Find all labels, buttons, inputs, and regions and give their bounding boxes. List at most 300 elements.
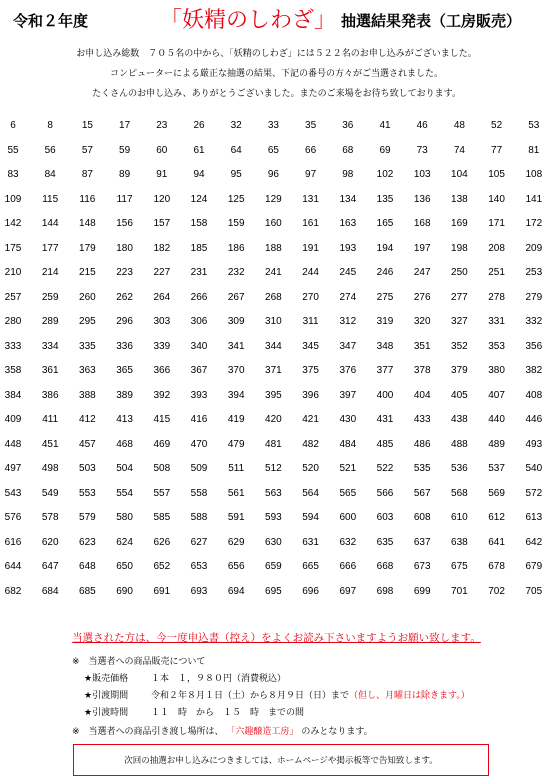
price-value: １本 １，９８０円（消費税込） (151, 674, 287, 684)
number-row (0, 267, 553, 292)
winning-number: 81 (528, 144, 540, 156)
winning-number: 59 (119, 144, 131, 156)
notice-text: 当選された方は、今一度申込書（控え）をよくお読み下さいますようお願い致します。 (72, 632, 481, 644)
winning-number: 588 (190, 512, 208, 523)
winning-number: 580 (116, 512, 133, 523)
winning-number: 415 (153, 414, 171, 425)
number-row (0, 145, 553, 170)
winning-number: 289 (41, 316, 59, 327)
winning-number: 631 (302, 536, 319, 548)
page-header (0, 0, 553, 36)
winning-number: 576 (4, 512, 22, 523)
winning-number: 303 (153, 316, 171, 327)
winning-number: 668 (376, 561, 394, 572)
winning-number: 358 (4, 365, 22, 376)
winning-number: 172 (525, 218, 543, 229)
number-row (0, 292, 553, 317)
winning-number: 15 (81, 120, 93, 131)
winning-number: 698 (376, 585, 394, 597)
winning-number: 91 (156, 169, 168, 180)
winning-number: 17 (119, 120, 131, 131)
number-row (0, 390, 553, 415)
number-row (0, 488, 553, 513)
winning-number: 197 (413, 242, 431, 254)
winning-number: 336 (116, 340, 133, 352)
winning-number: 638 (451, 536, 468, 548)
winning-number: 306 (190, 316, 208, 327)
winning-number: 389 (116, 389, 133, 401)
winning-number: 407 (488, 389, 505, 401)
winning-number: 498 (41, 463, 59, 474)
winning-number: 35 (305, 120, 317, 131)
winning-number: 613 (525, 512, 543, 523)
winning-number: 319 (376, 316, 394, 327)
winning-number: 641 (488, 536, 505, 548)
winning-number: 413 (116, 414, 133, 425)
winning-number: 280 (4, 316, 22, 327)
winning-number: 470 (190, 438, 208, 450)
winning-number: 623 (79, 536, 96, 548)
winning-number: 345 (302, 340, 319, 352)
winning-number: 335 (79, 340, 96, 352)
next-lottery-notice: 次回の抽選お申し込みにつきましては、ホームページや掲示板等で告知致します。 (124, 756, 438, 766)
winning-number: 365 (116, 365, 133, 376)
pickup-prefix: ※ 当選者への商品引き渡し場所は、 (72, 727, 224, 737)
intro-line: コンピューターによる厳正な抽選の結果、下記の番号の方々がご当選されました。 (109, 69, 443, 79)
winning-number: 277 (451, 291, 468, 303)
winning-number: 188 (265, 242, 282, 254)
winning-number: 89 (119, 169, 131, 180)
winning-number: 644 (4, 561, 22, 572)
winning-number: 223 (116, 267, 133, 278)
winning-number: 701 (451, 585, 468, 597)
winning-number: 653 (190, 561, 208, 572)
winning-number: 420 (265, 414, 282, 425)
pickup-info (72, 724, 373, 737)
winning-number: 565 (339, 487, 357, 499)
number-row (0, 218, 553, 243)
winning-number: 268 (265, 291, 282, 303)
winning-number: 564 (302, 487, 319, 499)
winning-number: 175 (4, 242, 22, 254)
winning-number: 169 (451, 218, 468, 229)
intro-text (0, 44, 553, 104)
winning-number: 627 (190, 536, 208, 548)
winning-number: 48 (453, 120, 465, 131)
winning-number: 367 (190, 365, 208, 376)
winning-number: 620 (41, 536, 59, 548)
number-row (0, 365, 553, 390)
winning-number: 493 (525, 438, 543, 450)
winning-number: 647 (41, 561, 59, 572)
winning-number: 250 (451, 267, 468, 278)
winning-number: 244 (302, 267, 319, 278)
winning-number: 393 (190, 389, 208, 401)
winning-number: 353 (488, 340, 505, 352)
time-label: ★引渡時間 (84, 708, 129, 718)
winning-number: 108 (525, 169, 543, 180)
number-row (0, 537, 553, 562)
winning-number: 56 (44, 144, 56, 156)
winning-number: 380 (488, 365, 505, 376)
winning-number: 46 (416, 120, 428, 131)
winning-number: 352 (451, 340, 468, 352)
number-row (0, 194, 553, 219)
winning-number: 650 (116, 561, 133, 572)
winning-number: 87 (81, 169, 93, 180)
winning-number: 594 (302, 512, 319, 523)
winning-number: 334 (41, 340, 59, 352)
winning-number: 142 (4, 218, 22, 229)
fiscal-year: 令和２年度 (13, 12, 89, 30)
result-title: 抽選結果発表（工房販売） (341, 12, 522, 30)
winning-number: 246 (376, 267, 394, 278)
winning-number: 567 (413, 487, 431, 499)
winning-number: 32 (230, 120, 242, 131)
winning-number: 600 (339, 512, 357, 523)
winning-number: 635 (376, 536, 394, 548)
winning-number: 94 (193, 169, 205, 180)
winning-number: 214 (41, 267, 59, 278)
winning-number: 95 (230, 169, 242, 180)
pickup-suffix: のみとなります。 (301, 727, 373, 737)
winning-number: 279 (525, 291, 543, 303)
winning-number: 253 (525, 267, 543, 278)
winning-number: 411 (42, 414, 59, 425)
winning-number: 245 (339, 267, 357, 278)
winning-number: 451 (41, 438, 59, 450)
winning-number: 409 (4, 414, 22, 425)
winning-number: 603 (376, 512, 394, 523)
winning-number: 69 (379, 144, 391, 156)
winning-number: 593 (265, 512, 282, 523)
price-label: ★販売価格 (84, 674, 129, 684)
winning-number: 208 (488, 242, 505, 254)
winning-number: 65 (267, 144, 279, 156)
winning-number: 109 (4, 193, 22, 205)
winning-number: 348 (376, 340, 394, 352)
winning-number: 247 (413, 267, 431, 278)
time-value: １１ 時 から １５ 時 までの間 (151, 708, 305, 718)
sales-info (72, 654, 470, 722)
winning-number: 419 (227, 414, 245, 425)
winning-number: 479 (227, 438, 245, 450)
winning-number: 699 (413, 585, 431, 597)
winning-number: 227 (153, 267, 171, 278)
winning-number: 553 (79, 487, 96, 499)
number-row (0, 561, 553, 586)
winning-number: 375 (302, 365, 319, 376)
winning-number: 125 (227, 193, 245, 205)
winning-number: 572 (525, 487, 543, 499)
winning-number: 448 (4, 438, 22, 450)
winning-number: 312 (339, 316, 357, 327)
winning-number: 116 (79, 193, 96, 205)
winning-number: 520 (302, 463, 319, 474)
winning-number: 408 (525, 389, 543, 401)
winning-number: 96 (267, 169, 279, 180)
number-row (0, 439, 553, 464)
sales-price-row (72, 671, 287, 688)
winning-number: 481 (265, 438, 282, 450)
winning-number: 52 (491, 120, 503, 131)
winning-number: 685 (79, 585, 96, 597)
winning-number: 102 (376, 169, 394, 180)
winning-number: 309 (227, 316, 245, 327)
sales-heading: ※ 当選者への商品販売について (72, 657, 206, 667)
winning-number: 694 (227, 585, 245, 597)
winning-number: 347 (339, 340, 357, 352)
winning-number: 161 (302, 218, 319, 229)
winning-number: 394 (227, 389, 245, 401)
winning-number: 626 (153, 536, 171, 548)
winning-number: 522 (376, 463, 394, 474)
winning-number: 120 (153, 193, 171, 205)
number-row (0, 586, 553, 611)
winning-number: 386 (41, 389, 59, 401)
winning-number: 103 (413, 169, 431, 180)
winning-number: 695 (265, 585, 282, 597)
winning-number: 682 (4, 585, 22, 597)
winning-number: 209 (525, 242, 543, 254)
winning-number: 171 (488, 218, 505, 229)
winning-number: 115 (42, 193, 59, 205)
winning-number: 267 (227, 291, 245, 303)
winning-number: 148 (79, 218, 96, 229)
winning-number: 616 (4, 536, 22, 548)
winning-number: 421 (302, 414, 319, 425)
sales-time-row (72, 705, 305, 722)
winning-number: 376 (339, 365, 357, 376)
winning-number: 136 (413, 193, 431, 205)
winning-number: 320 (413, 316, 431, 327)
winning-number: 642 (525, 536, 543, 548)
winning-number: 705 (525, 585, 543, 597)
winning-number: 165 (376, 218, 394, 229)
winning-number: 259 (41, 291, 59, 303)
winning-number: 684 (41, 585, 59, 597)
winning-number: 74 (453, 144, 465, 156)
winning-number: 105 (488, 169, 505, 180)
number-row (0, 414, 553, 439)
winning-number: 193 (339, 242, 357, 254)
winning-number: 536 (451, 463, 468, 474)
winning-number: 400 (376, 389, 394, 401)
winning-number: 482 (302, 438, 319, 450)
winning-number: 278 (488, 291, 505, 303)
winning-number: 134 (339, 193, 357, 205)
winning-number: 488 (451, 438, 468, 450)
winning-number: 579 (79, 512, 96, 523)
winning-number: 160 (265, 218, 282, 229)
winning-number: 257 (4, 291, 22, 303)
winning-number: 194 (376, 242, 394, 254)
winning-number: 608 (413, 512, 431, 523)
winning-number: 379 (451, 365, 468, 376)
winning-number: 568 (451, 487, 468, 499)
winning-number: 382 (525, 365, 543, 376)
winning-number: 578 (41, 512, 59, 523)
winning-number: 446 (525, 414, 543, 425)
number-row (0, 243, 553, 268)
winning-number: 363 (79, 365, 96, 376)
winning-number: 557 (153, 487, 171, 499)
winning-number: 412 (79, 414, 96, 425)
winning-number: 57 (81, 144, 93, 156)
winning-number: 264 (153, 291, 171, 303)
winning-number: 561 (227, 487, 245, 499)
winning-number: 457 (79, 438, 96, 450)
winning-number: 55 (7, 144, 19, 156)
winning-number: 104 (451, 169, 468, 180)
winning-number: 370 (227, 365, 245, 376)
winning-number: 310 (265, 316, 282, 327)
winning-number: 333 (4, 340, 22, 352)
sales-period-row (72, 688, 470, 705)
winning-number: 484 (339, 438, 357, 450)
winning-number: 563 (265, 487, 282, 499)
winning-number: 163 (339, 218, 357, 229)
winning-number: 377 (376, 365, 394, 376)
winning-number: 66 (305, 144, 317, 156)
winning-number: 673 (413, 561, 431, 572)
winning-number: 36 (342, 120, 354, 131)
winning-number: 83 (7, 169, 19, 180)
winning-number: 84 (44, 169, 56, 180)
winning-number: 339 (153, 340, 171, 352)
winning-number: 675 (451, 561, 468, 572)
winning-number: 129 (265, 193, 282, 205)
winning-number: 566 (376, 487, 394, 499)
winning-number: 141 (525, 193, 543, 205)
winning-number: 98 (342, 169, 354, 180)
winning-number: 469 (153, 438, 171, 450)
winning-number: 535 (413, 463, 431, 474)
winning-numbers-grid (0, 120, 553, 610)
winning-number: 270 (302, 291, 319, 303)
winning-number: 537 (488, 463, 505, 474)
winning-number: 508 (153, 463, 171, 474)
winning-number: 486 (413, 438, 431, 450)
winning-number: 591 (227, 512, 245, 523)
winning-number: 33 (267, 120, 279, 131)
winning-number: 157 (153, 218, 171, 229)
winning-number: 26 (193, 120, 205, 131)
winning-number: 396 (302, 389, 319, 401)
winning-number: 177 (41, 242, 59, 254)
winning-number: 341 (227, 340, 245, 352)
winning-number: 431 (376, 414, 394, 425)
winning-number: 549 (41, 487, 59, 499)
winning-number: 6 (10, 120, 16, 131)
number-row (0, 341, 553, 366)
winning-number: 630 (265, 536, 282, 548)
number-row (0, 512, 553, 537)
winning-number: 395 (265, 389, 282, 401)
winning-number: 186 (227, 242, 245, 254)
number-row (0, 316, 553, 341)
winning-number: 416 (190, 414, 208, 425)
winning-number: 554 (116, 487, 133, 499)
winning-number: 274 (339, 291, 357, 303)
winning-number: 624 (116, 536, 133, 548)
winning-number: 331 (488, 316, 505, 327)
winning-number: 610 (451, 512, 468, 523)
winning-number: 693 (190, 585, 208, 597)
pickup-place: 「六趣醸造工房」 (226, 727, 299, 737)
winning-number: 678 (488, 561, 505, 572)
winning-number: 144 (41, 218, 59, 229)
winning-number: 97 (305, 169, 317, 180)
winning-number: 511 (228, 463, 245, 474)
winning-number: 543 (4, 487, 22, 499)
winning-number: 378 (413, 365, 431, 376)
winning-number: 117 (116, 193, 133, 205)
winning-number: 485 (376, 438, 394, 450)
winning-number: 231 (190, 267, 208, 278)
winning-number: 468 (116, 438, 133, 450)
winning-number: 666 (339, 561, 357, 572)
winning-number: 241 (265, 267, 282, 278)
winning-number: 179 (79, 242, 96, 254)
winning-number: 629 (227, 536, 245, 548)
winning-number: 612 (488, 512, 505, 523)
winning-number: 311 (302, 316, 319, 327)
winning-number: 690 (116, 585, 133, 597)
winning-number: 135 (376, 193, 394, 205)
winning-number: 392 (153, 389, 171, 401)
winning-number: 697 (339, 585, 357, 597)
winning-number: 569 (488, 487, 505, 499)
winning-number: 356 (525, 340, 543, 352)
winning-number: 182 (153, 242, 171, 254)
winning-number: 295 (79, 316, 96, 327)
winning-number: 260 (79, 291, 96, 303)
winning-number: 433 (413, 414, 431, 425)
winning-number: 53 (528, 120, 540, 131)
product-name: 「妖精のしわざ」 (160, 8, 337, 33)
winning-number: 438 (451, 414, 468, 425)
winning-number: 168 (413, 218, 431, 229)
number-row (0, 463, 553, 488)
winning-number: 215 (79, 267, 96, 278)
period-value: 令和２年８月１日（土）から８月９日（日）まで (151, 691, 350, 701)
winning-number: 61 (193, 144, 205, 156)
winning-number: 659 (265, 561, 282, 572)
winning-number: 77 (491, 144, 503, 156)
period-label: ★引渡期間 (84, 691, 129, 701)
intro-line: たくさんのお申し込み、ありがとうございました。またのご来場をお待ち致しております。 (92, 89, 461, 99)
winning-number: 159 (227, 218, 245, 229)
winning-number: 73 (416, 144, 428, 156)
winning-number: 327 (451, 316, 468, 327)
winning-number: 198 (451, 242, 468, 254)
winning-number: 60 (156, 144, 168, 156)
winning-number: 210 (4, 267, 22, 278)
winning-number: 637 (413, 536, 431, 548)
winning-number: 332 (525, 316, 543, 327)
winning-number: 652 (153, 561, 171, 572)
winning-number: 509 (190, 463, 208, 474)
winning-number: 558 (190, 487, 208, 499)
winning-number: 64 (230, 144, 242, 156)
number-row (0, 169, 553, 194)
winning-number: 361 (41, 365, 59, 376)
winning-number: 648 (79, 561, 96, 572)
next-lottery-notice-box (73, 744, 489, 776)
winning-number: 41 (379, 120, 391, 131)
winning-number: 266 (190, 291, 208, 303)
